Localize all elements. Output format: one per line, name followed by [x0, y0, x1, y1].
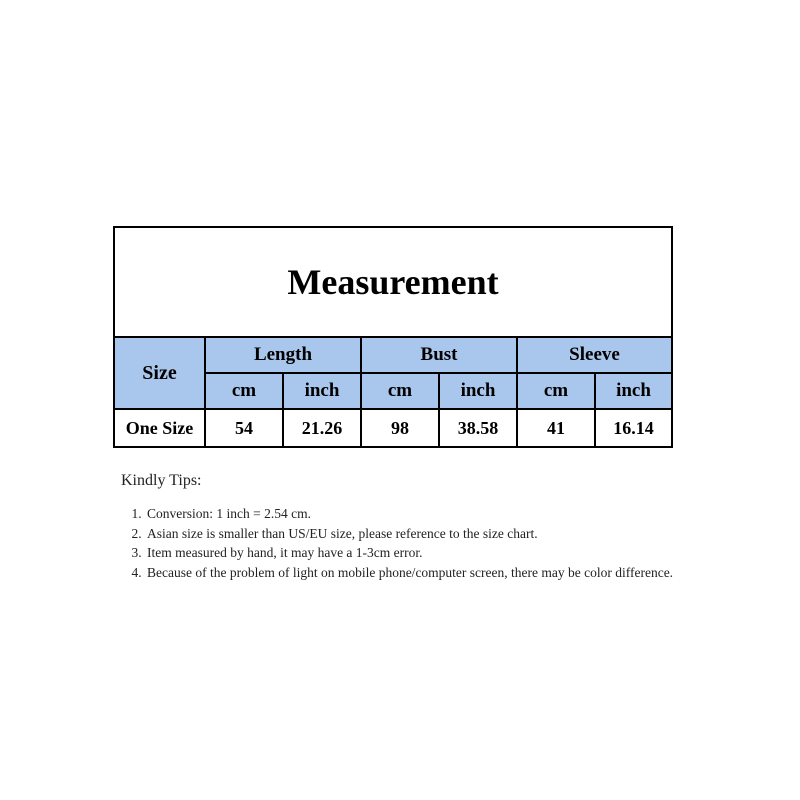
- unit-header-length-cm: cm: [205, 373, 283, 409]
- cell-sleeve-cm: 41: [517, 409, 595, 447]
- table-row: [114, 409, 672, 447]
- unit-header-length-inch: inch: [283, 373, 361, 409]
- tip-item: 1. Conversion: 1 inch = 2.54 cm.: [145, 504, 701, 524]
- cell-bust-inch: 38.58: [439, 409, 517, 447]
- tips-title: Kindly Tips:: [121, 472, 202, 489]
- cell-length-inch: 21.26: [283, 409, 361, 447]
- unit-header-sleeve-cm: cm: [517, 373, 595, 409]
- tip-item: 3. Item measured by hand, it may have a 1-3cm error.: [145, 543, 701, 563]
- size-chart: [113, 226, 671, 448]
- group-header-sleeve: Sleeve: [517, 337, 672, 373]
- unit-header-sleeve-inch: inch: [595, 373, 672, 409]
- cell-length-cm: 54: [205, 409, 283, 447]
- size-table: [113, 226, 673, 448]
- group-header-length: Length: [205, 337, 361, 373]
- row-size-name: One Size: [114, 409, 205, 447]
- size-header: Size: [114, 337, 205, 409]
- tips-list: [121, 504, 701, 582]
- tip-item: 4. Because of the problem of light on mobile phone/computer screen, there may be color difference.: [145, 563, 701, 583]
- unit-header-bust-cm: cm: [361, 373, 439, 409]
- table-title: Measurement: [114, 227, 672, 337]
- cell-bust-cm: 98: [361, 409, 439, 447]
- group-header-bust: Bust: [361, 337, 517, 373]
- kindly-tips: [121, 472, 701, 582]
- unit-header-bust-inch: inch: [439, 373, 517, 409]
- cell-sleeve-inch: 16.14: [595, 409, 672, 447]
- tip-item: 2. Asian size is smaller than US/EU size, please reference to the size chart.: [145, 524, 701, 544]
